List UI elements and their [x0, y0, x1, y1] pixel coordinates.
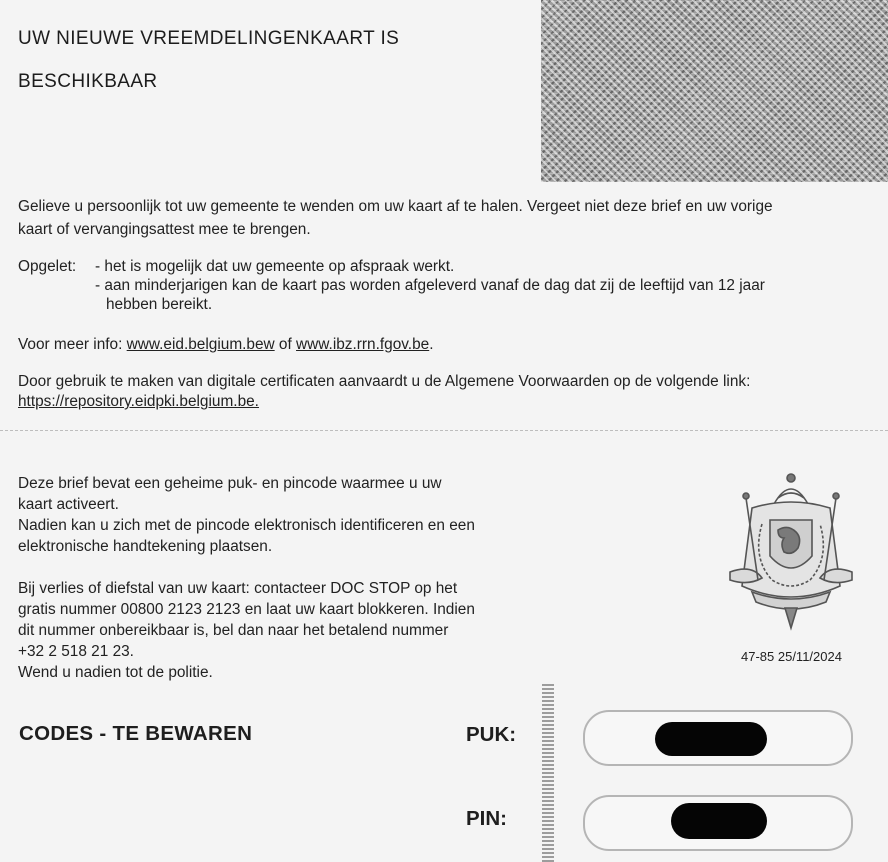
puk-redaction	[655, 722, 767, 756]
intro-line1: Gelieve u persoonlijk tot uw gemeente te wenden om uw kaart af te halen. Vergeet niet deze brief en uw vorige	[18, 198, 773, 215]
pin-redaction	[671, 803, 767, 839]
reference-number: 47-85 25/11/2024	[741, 649, 842, 664]
security-pattern	[541, 0, 888, 182]
note-label: Opgelet:	[18, 258, 77, 275]
info-prefix: Voor meer info:	[18, 336, 127, 353]
puk-code-box	[583, 710, 853, 766]
codes-p1-line3: Nadien kan u zich met de pincode elektronisch identificeren en een	[18, 517, 475, 534]
pin-label: PIN:	[466, 807, 507, 830]
codes-p2-line1: Bij verlies of diefstal van uw kaart: contacteer DOC STOP op het	[18, 580, 458, 597]
info-middle: of	[274, 336, 297, 353]
codes-p1-line2: kaart activeert.	[18, 496, 119, 513]
letter-title-line2: BESCHIKBAAR	[18, 71, 158, 92]
codes-p2-line4: +32 2 518 21 23.	[18, 643, 134, 660]
security-strip	[542, 684, 554, 862]
note-item2-line2: hebben bereikt.	[106, 296, 213, 313]
eid-link[interactable]: www.eid.belgium.bew	[126, 336, 275, 353]
intro-line2: kaart of vervangingsattest mee te brengen.	[18, 221, 311, 238]
letter-title-line1: UW NIEUWE VREEMDELINGENKAART IS	[18, 28, 400, 49]
puk-label: PUK:	[466, 723, 517, 746]
info-line	[18, 334, 433, 355]
note-item2-line1: - aan minderjarigen kan de kaart pas worden afgeleverd vanaf de dag dat zij de leeftijd van 12 jaar	[95, 277, 765, 294]
note-item1: - het is mogelijk dat uw gemeente op afspraak werkt.	[95, 258, 455, 275]
pin-code-box	[583, 795, 853, 851]
repository-link[interactable]: https://repository.eidpki.belgium.be.	[18, 393, 259, 410]
codes-title: CODES - TE BEWAREN	[19, 722, 253, 745]
info-suffix: .	[429, 336, 434, 353]
codes-p1-line1: Deze brief bevat een geheime puk- en pincode waarmee u uw	[18, 475, 442, 492]
codes-p2-line2: gratis nummer 00800 2123 2123 en laat uw kaart blokkeren. Indien	[18, 601, 475, 618]
coat-of-arms-icon	[722, 468, 860, 634]
terms-line1: Door gebruik te maken van digitale certificaten aanvaardt u de Algemene Voorwaarden op de volgende link:	[18, 373, 751, 390]
ibz-link[interactable]: www.ibz.rrn.fgov.be	[296, 336, 430, 353]
codes-p2-line3: dit nummer onbereikbaar is, bel dan naar het betalend nummer	[18, 622, 449, 639]
codes-p1-line4: elektronische handtekening plaatsen.	[18, 538, 273, 555]
perforation-line	[0, 430, 888, 431]
codes-p2-line5: Wend u nadien tot de politie.	[18, 664, 213, 681]
